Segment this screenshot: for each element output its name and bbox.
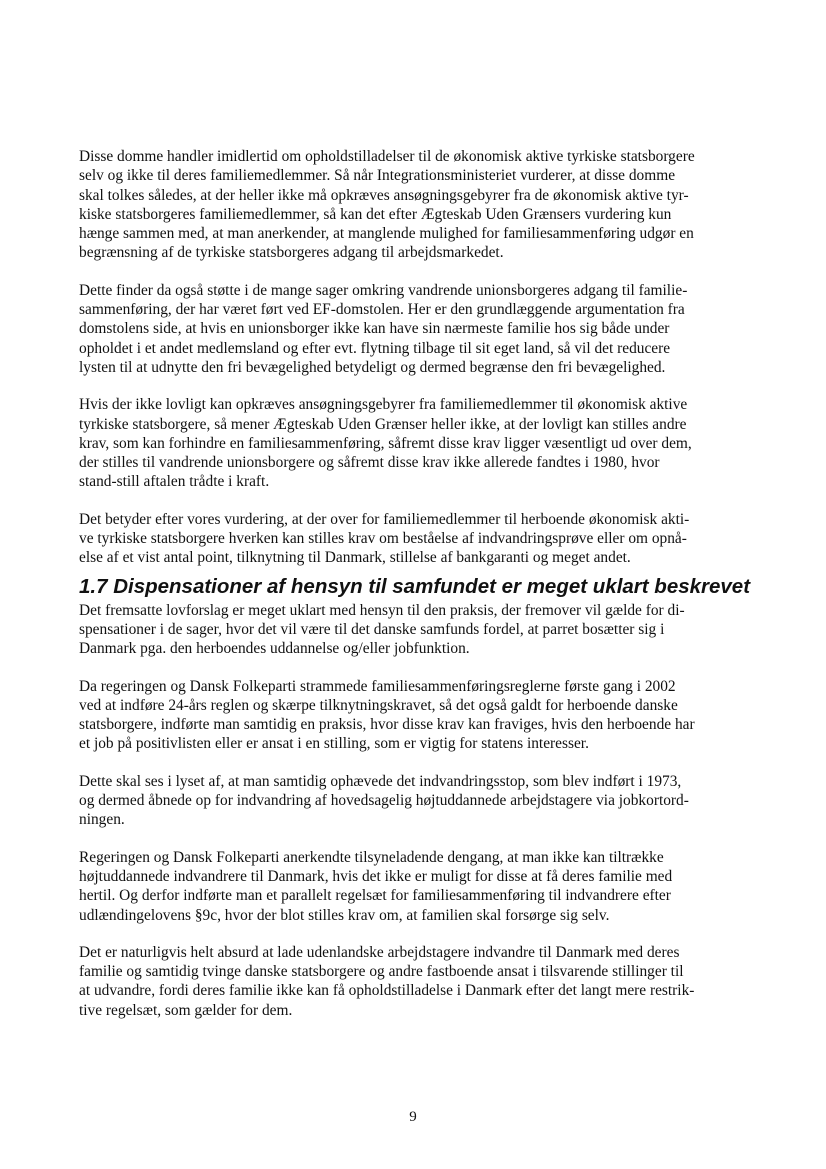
paragraph	[79, 281, 759, 377]
text-line: der stilles til vandrende unionsborgere og såfremt disse krav ikke allerede fandtes i 1980, hvor	[79, 454, 660, 472]
paragraph-spacer	[79, 263, 759, 281]
text-line: Danmark pga. den herboendes uddannelse og/eller jobfunktion.	[79, 640, 470, 658]
paragraph	[79, 395, 759, 491]
text-line: Disse domme handler imidlertid om opholdstilladelser til de økonomisk aktive tyrkiske statsborgere	[79, 148, 695, 165]
text-line: et job på positivlisten eller er ansat i en stilling, som er vigtig for statens interesser.	[79, 735, 589, 753]
text-line: ve tyrkiske statsborgere hverken kan stilles krav om beståelse af indvandringsprøve eller om opnå-	[79, 530, 687, 548]
paragraph	[79, 510, 759, 568]
text-line: at udvandre, fordi deres familie ikke kan få opholdstilladelse i Danmark efter det langt mere restrik-	[79, 982, 695, 1000]
text-line: tyrkiske statsborgere, så mener Ægteskab Uden Grænser heller ikke, at der lovligt kan stilles andre	[79, 415, 687, 433]
paragraph	[79, 772, 759, 830]
text-line: familie og samtidig tvinge danske statsborgere og andre fastboende ansat i tilsvarende stillinger til	[79, 963, 684, 981]
text-line: og dermed åbnede op for indvandring af hovedsagelig højtuddannede arbejdstagere via jobkortord-	[79, 792, 689, 810]
text-line: begrænsning af de tyrkiske statsborgeres adgang til arbejdsmarkedet.	[79, 244, 504, 262]
text-line: opholdet i et andet medlemsland og efter evt. flytning tilbage til sit eget land, så vil det reducere	[79, 339, 671, 357]
text-line: statsborgere, indførte man samtidig en praksis, hvor disse krav kan fraviges, hvis den herboende har	[79, 716, 695, 734]
document-body	[79, 147, 759, 1020]
text-line: selv og ikke til deres familiemedlemmer. Så når Integrationsministeriet vurderer, at disse domme	[79, 167, 676, 185]
text-line: hertil. Og derfor indførte man et parallelt regelsæt for familiesammenføring til indvandrere efter	[79, 887, 671, 905]
paragraph-spacer	[79, 754, 759, 772]
paragraph-spacer	[79, 925, 759, 943]
text-line: ved at indføre 24-års reglen og skærpe tilknytningskravet, så det også galdt for herboende danske	[79, 696, 678, 714]
page-number: 9	[409, 1109, 417, 1125]
text-line: kiske statsborgeres familiemedlemmer, så kan det efter Ægteskab Uden Grænsers vurdering kun	[79, 205, 672, 223]
text-line: krav, som kan forhindre en familiesammenføring, såfremt disse krav ligger væsentligt ud over dem,	[79, 434, 692, 452]
text-line: Det fremsatte lovforslag er meget uklart med hensyn til den praksis, der fremover vil gælde for di-	[79, 601, 685, 619]
text-line: spensationer i de sager, hvor det vil være til det danske samfunds fordel, at parret bosætter sig i	[79, 620, 665, 638]
text-line: Dette skal ses i lyset af, at man samtidig ophævede det indvandringsstop, som blev indført i 1973,	[79, 772, 682, 790]
text-line: domstolens side, at hvis en unionsborger ikke kan have sin nærmeste familie hos sig både under	[79, 320, 670, 338]
text-line: else af et vist antal point, tilknytning til Danmark, stillelse af bankgaranti og meget andet.	[79, 549, 631, 567]
paragraph	[79, 147, 759, 263]
text-line: lysten til at udnytte den fri bevægelighed betydeligt og dermed begrænse den fri bevægelighed.	[79, 358, 666, 376]
text-line: højtuddannede indvandrere til Danmark, hvis det ikke er muligt for disse at få deres familie med	[79, 867, 673, 885]
text-line: Det er naturligvis helt absurd at lade udenlandske arbejdstagere indvandre til Danmark med deres	[79, 943, 680, 961]
text-line: Da regeringen og Dansk Folkeparti strammede familiesammenføringsreglerne første gang i 2002	[79, 677, 676, 695]
text-line: ningen.	[79, 811, 125, 829]
text-line: Hvis der ikke lovligt kan opkræves ansøgningsgebyrer fra familiemedlemmer til økonomisk aktive	[79, 396, 688, 414]
paragraph-spacer	[79, 659, 759, 677]
paragraph	[79, 677, 759, 754]
text-line: Regeringen og Dansk Folkeparti anerkendte tilsyneladende dengang, at man ikke kan tiltrække	[79, 848, 664, 866]
paragraph-spacer	[79, 492, 759, 510]
text-line: sammenføring, der har været ført ved EF-domstolen. Her er den grundlæggende argumentation fra	[79, 301, 685, 319]
section-heading: 1.7 Dispensationer af hensyn til samfundet er meget uklart beskrevet	[79, 574, 751, 598]
text-line: skal tolkes således, at der heller ikke må opkræves ansøgningsgebyrer fra de økonomisk aktive tyr-	[79, 186, 689, 204]
paragraph-spacer	[79, 830, 759, 848]
text-line: stand-still aftalen trådte i kraft.	[79, 473, 270, 491]
text-line: udlændingelovens §9c, hvor der blot stilles krav om, at familien skal forsørge sig selv.	[79, 906, 610, 924]
text-line: Det betyder efter vores vurdering, at der over for familiemedlemmer til herboende økonomisk akti-	[79, 510, 690, 528]
paragraph-spacer	[79, 377, 759, 395]
text-line: hænge sammen med, at man anerkender, at manglende mulighed for familiesammenføring udgør en	[79, 225, 694, 243]
text-line: tive regelsæt, som gælder for dem.	[79, 1001, 293, 1019]
paragraph	[79, 601, 759, 659]
paragraph	[79, 848, 759, 925]
paragraph	[79, 943, 759, 1020]
text-line: Dette finder da også støtte i de mange sager omkring vandrende unionsborgeres adgang til familie-	[79, 281, 688, 299]
